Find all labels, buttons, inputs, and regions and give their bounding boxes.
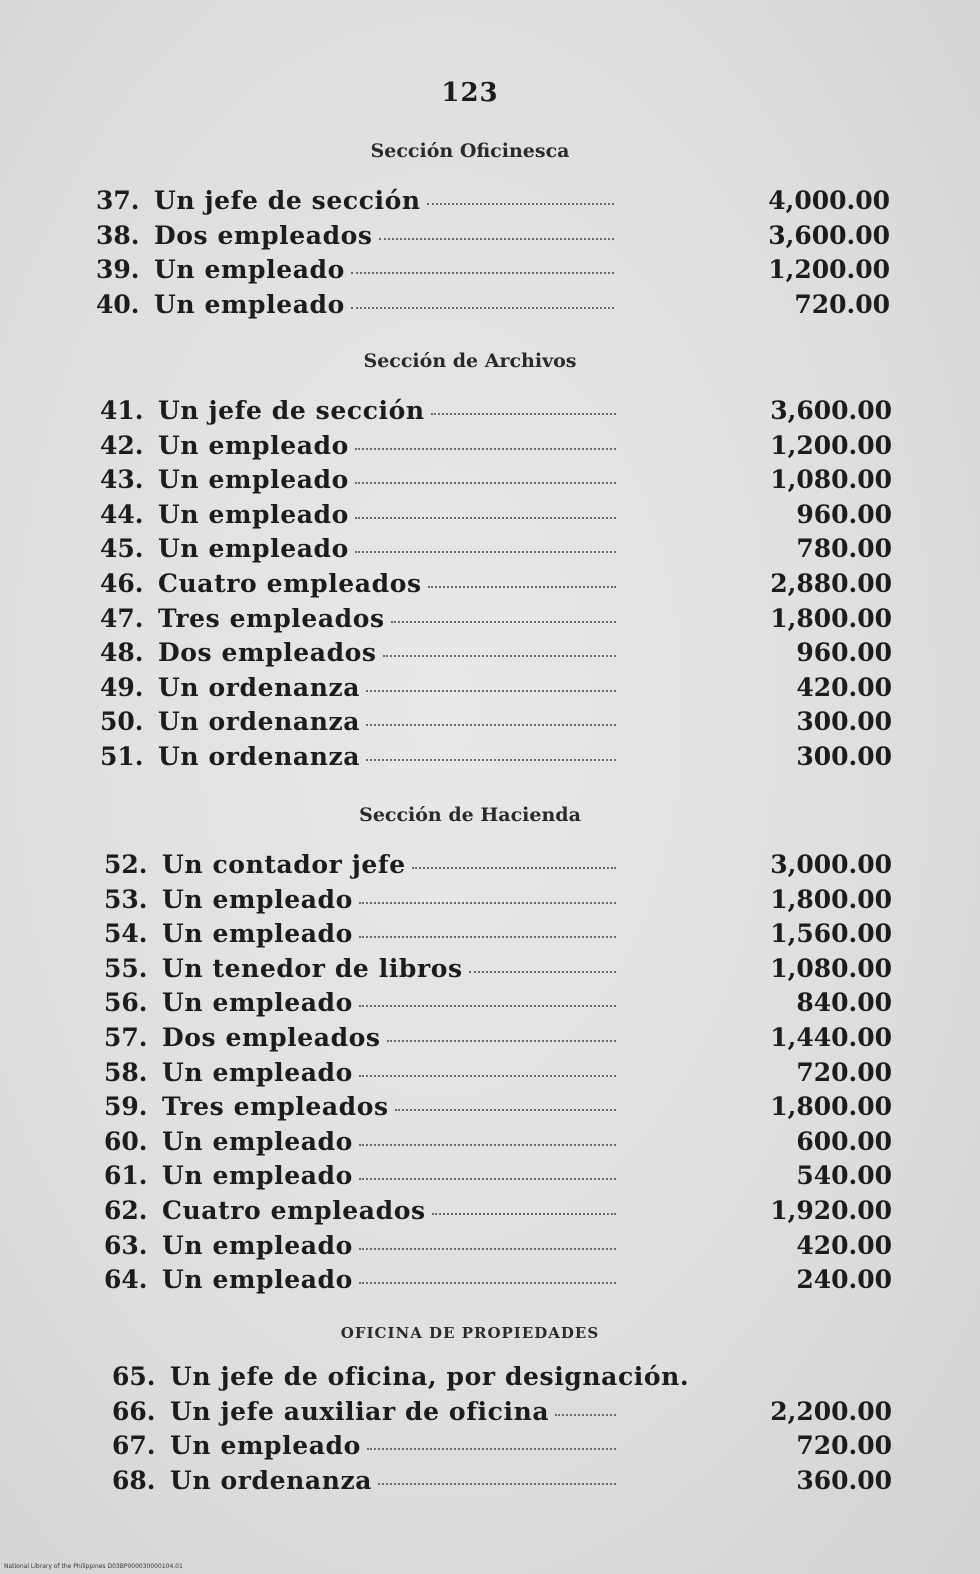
- leader-dots: [359, 1178, 616, 1180]
- list-item: [0, 988, 980, 1023]
- item-description: Un jefe de sección: [158, 396, 425, 425]
- item-amount: 420.00: [796, 1230, 892, 1260]
- list-item: [0, 919, 980, 954]
- item-number: 63.: [104, 1230, 148, 1260]
- item-number: 67.: [112, 1431, 156, 1461]
- list-item: [0, 707, 980, 742]
- item-number: 42.: [100, 430, 144, 460]
- section-title: Sección de Archivos: [363, 350, 577, 372]
- item-description: Un empleado: [162, 1230, 353, 1260]
- item-amount: 360.00: [796, 1465, 892, 1495]
- item-description: Un jefe de sección: [154, 186, 421, 215]
- item-description: Un empleado: [162, 1057, 353, 1087]
- item-number: 61.: [104, 1161, 148, 1191]
- item-amount: 960.00: [796, 638, 892, 668]
- leader-dots: [359, 1144, 616, 1146]
- leader-dots: [359, 902, 616, 904]
- leader-dots: [355, 517, 616, 519]
- item-number: 64.: [104, 1265, 148, 1295]
- item-number: 68.: [112, 1465, 156, 1495]
- item-number: 50.: [100, 707, 144, 737]
- list-item: [0, 1092, 980, 1127]
- item-description: Tres empleados: [162, 1092, 389, 1122]
- item-number: 52.: [104, 850, 148, 879]
- item-amount: 420.00: [796, 672, 892, 702]
- item-description: Un ordenanza: [158, 707, 361, 737]
- leader-dots: [412, 867, 616, 869]
- item-amount: 4,000.00: [768, 186, 890, 215]
- item-amount: 1,200.00: [770, 430, 892, 460]
- item-description: Un empleado: [162, 1265, 353, 1295]
- item-number: 66.: [112, 1396, 156, 1426]
- item-amount: 1,440.00: [770, 1022, 892, 1052]
- leader-dots: [359, 1075, 616, 1077]
- item-number: 39.: [96, 255, 140, 285]
- page-number: 123: [441, 78, 499, 108]
- item-description: Un ordenanza: [158, 741, 361, 771]
- leader-dots: [555, 1414, 616, 1416]
- list-item: [0, 1431, 980, 1466]
- item-amount: 1,800.00: [770, 884, 892, 914]
- item-amount: 3,600.00: [770, 396, 892, 425]
- item-number: 45.: [100, 534, 144, 564]
- item-description: Un empleado: [162, 1161, 353, 1191]
- leader-dots: [395, 1109, 616, 1111]
- list-item: [0, 954, 980, 989]
- section-title: OFICINA DE PROPIEDADES: [340, 1324, 600, 1342]
- section-title: Sección de Hacienda: [359, 804, 581, 826]
- item-number: 44.: [100, 499, 144, 529]
- section-oficinesca: [0, 140, 980, 324]
- item-amount: 1,080.00: [770, 953, 892, 983]
- item-description: Un jefe de oficina, por designación.: [170, 1362, 690, 1391]
- item-number: 65.: [112, 1362, 156, 1391]
- list-item: [0, 742, 980, 777]
- item-number: 47.: [100, 603, 144, 633]
- item-amount: 720.00: [794, 289, 890, 319]
- item-amount: 2,200.00: [770, 1396, 892, 1426]
- item-description: Un empleado: [154, 255, 345, 285]
- item-amount: 840.00: [796, 988, 892, 1018]
- leader-dots: [387, 1040, 616, 1042]
- item-amount: 1,080.00: [770, 465, 892, 495]
- item-number: 55.: [104, 953, 148, 983]
- item-number: 40.: [96, 289, 140, 319]
- item-amount: 540.00: [796, 1161, 892, 1191]
- section-rows: [0, 1362, 980, 1500]
- leader-dots: [355, 482, 616, 484]
- leader-dots: [359, 1005, 616, 1007]
- leader-dots: [355, 551, 616, 553]
- item-amount: 1,200.00: [768, 255, 890, 285]
- item-description: Un empleado: [158, 534, 349, 564]
- item-amount: 780.00: [796, 534, 892, 564]
- item-description: Un tenedor de libros: [162, 953, 463, 983]
- list-item: [0, 1466, 980, 1501]
- leader-dots: [383, 655, 616, 657]
- list-item: [0, 1127, 980, 1162]
- section-hacienda: [0, 804, 980, 1300]
- list-item: [0, 465, 980, 500]
- leader-dots: [379, 238, 614, 240]
- leader-dots: [427, 203, 614, 205]
- list-item: [0, 255, 980, 290]
- leader-dots: [469, 971, 616, 973]
- item-description: Un empleado: [158, 465, 349, 495]
- leader-dots: [359, 1248, 616, 1250]
- leader-dots: [428, 586, 616, 588]
- list-item: [0, 534, 980, 569]
- item-amount: 1,800.00: [770, 1092, 892, 1122]
- item-number: 60.: [104, 1126, 148, 1156]
- item-number: 53.: [104, 884, 148, 914]
- leader-dots: [431, 413, 616, 415]
- list-item: [0, 850, 980, 885]
- section-title: Sección Oficinesca: [370, 140, 570, 162]
- item-description: Tres empleados: [158, 603, 385, 633]
- leader-dots: [351, 307, 614, 309]
- item-amount: 3,600.00: [768, 220, 890, 250]
- item-description: Un jefe auxiliar de oficina: [170, 1396, 550, 1426]
- section-archivos: [0, 350, 980, 777]
- item-amount: 2,880.00: [770, 568, 892, 598]
- item-description: Dos empleados: [162, 1022, 381, 1052]
- item-amount: 720.00: [796, 1431, 892, 1461]
- leader-dots: [359, 1282, 616, 1284]
- list-item: [0, 1397, 980, 1432]
- item-number: 49.: [100, 672, 144, 702]
- list-item: [0, 290, 980, 325]
- item-amount: 1,920.00: [770, 1195, 892, 1225]
- item-number: 54.: [104, 919, 148, 949]
- list-item: [0, 221, 980, 256]
- item-description: Un empleado: [162, 919, 353, 949]
- item-number: 46.: [100, 568, 144, 598]
- leader-dots: [355, 448, 616, 450]
- item-description: Un empleado: [154, 289, 345, 319]
- leader-dots: [367, 1448, 616, 1450]
- leader-dots: [366, 759, 616, 761]
- list-item: [0, 1265, 980, 1300]
- item-description: Un empleado: [158, 430, 349, 460]
- list-item: [0, 186, 980, 221]
- leader-dots: [391, 621, 616, 623]
- list-item: [0, 1161, 980, 1196]
- list-item: [0, 1362, 980, 1397]
- item-amount: 1,560.00: [770, 919, 892, 949]
- section-rows: [0, 396, 980, 777]
- item-number: 48.: [100, 638, 144, 668]
- section-oficina-propiedades: [0, 1324, 980, 1500]
- leader-dots: [432, 1213, 616, 1215]
- section-rows: [0, 186, 980, 324]
- footer-credit: National Library of the Philippines D03BP000030000104.01: [4, 1563, 183, 1570]
- item-description: Un empleado: [170, 1431, 361, 1461]
- list-item: [0, 885, 980, 920]
- list-item: [0, 569, 980, 604]
- leader-dots: [366, 724, 616, 726]
- item-number: 38.: [96, 220, 140, 250]
- item-number: 41.: [100, 396, 144, 425]
- item-description: Cuatro empleados: [158, 568, 422, 598]
- list-item: [0, 1058, 980, 1093]
- list-item: [0, 638, 980, 673]
- item-number: 37.: [96, 186, 140, 215]
- list-item: [0, 431, 980, 466]
- item-description: Dos empleados: [158, 638, 377, 668]
- item-number: 56.: [104, 988, 148, 1018]
- item-amount: 960.00: [796, 499, 892, 529]
- item-amount: 300.00: [796, 707, 892, 737]
- item-description: Cuatro empleados: [162, 1195, 426, 1225]
- item-description: Dos empleados: [154, 220, 373, 250]
- item-amount: 3,000.00: [770, 850, 892, 879]
- item-number: 51.: [100, 741, 144, 771]
- leader-dots: [378, 1483, 616, 1485]
- item-number: 58.: [104, 1057, 148, 1087]
- item-description: Un empleado: [158, 499, 349, 529]
- item-description: Un empleado: [162, 884, 353, 914]
- list-item: [0, 500, 980, 535]
- leader-dots: [366, 690, 616, 692]
- list-item: [0, 604, 980, 639]
- item-description: Un ordenanza: [158, 672, 361, 702]
- item-amount: 240.00: [796, 1265, 892, 1295]
- item-number: 57.: [104, 1022, 148, 1052]
- list-item: [0, 1196, 980, 1231]
- item-number: 62.: [104, 1195, 148, 1225]
- item-amount: 720.00: [796, 1057, 892, 1087]
- item-description: Un empleado: [162, 988, 353, 1018]
- item-amount: 600.00: [796, 1126, 892, 1156]
- item-amount: 1,800.00: [770, 603, 892, 633]
- list-item: [0, 1023, 980, 1058]
- section-rows: [0, 850, 980, 1300]
- item-description: Un contador jefe: [162, 850, 406, 879]
- item-amount: 300.00: [796, 741, 892, 771]
- leader-dots: [359, 936, 616, 938]
- list-item: [0, 396, 980, 431]
- item-description: Un empleado: [162, 1126, 353, 1156]
- list-item: [0, 1231, 980, 1266]
- list-item: [0, 673, 980, 708]
- item-number: 43.: [100, 465, 144, 495]
- item-number: 59.: [104, 1092, 148, 1122]
- leader-dots: [351, 272, 614, 274]
- item-description: Un ordenanza: [170, 1465, 373, 1495]
